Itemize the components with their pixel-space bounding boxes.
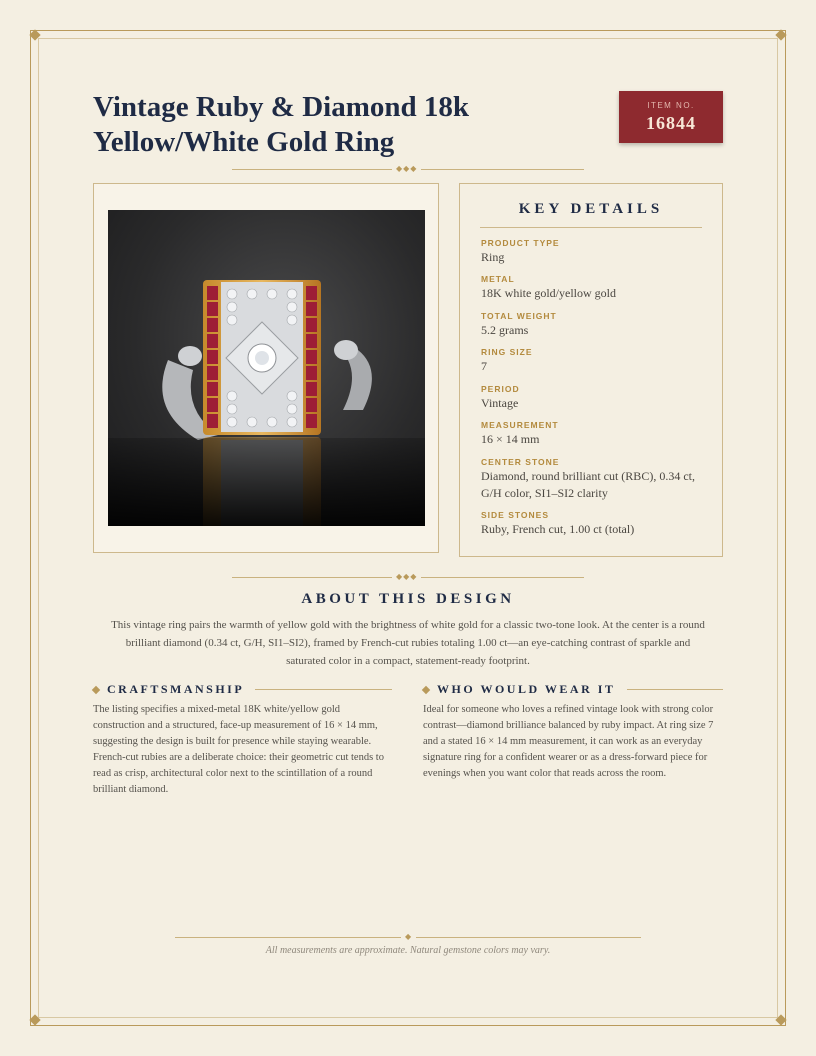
item-number-label: ITEM NO.	[647, 101, 695, 110]
detail-label: MEASUREMENT	[481, 420, 559, 430]
detail-label: METAL	[481, 274, 515, 284]
detail-label: TOTAL WEIGHT	[481, 311, 557, 321]
detail-value: 7	[481, 359, 487, 373]
divider-ornament: ◆◆◆	[392, 572, 421, 582]
ring-photo	[108, 210, 425, 526]
diamond-bullet-icon	[92, 685, 100, 693]
detail-value: Vintage	[481, 396, 519, 410]
footer-note: All measurements are approximate. Natural gemstone colors may vary.	[265, 945, 551, 956]
divider-ornament: ◆	[401, 932, 416, 942]
detail-value: 5.2 grams	[481, 323, 529, 337]
about-text: This vintage ring pairs the warmth of yellow gold with the brightness of white gold for a classic two-tone look. At the center is a round brilliant diamond (0.34 ct, G/H, SI1–SI2), framed by French-cut rubies totaling 1.00 ct—an eye-catching contrast of sparkle and saturated color in a compact, statement-ready footprint.	[111, 619, 705, 667]
detail-measurement	[481, 420, 711, 448]
detail-center-stone	[481, 457, 711, 502]
item-number-value: 16844	[646, 113, 696, 133]
product-photo-card	[93, 183, 439, 553]
detail-value: Ruby, French cut, 1.00 ct (total)	[481, 522, 635, 536]
detail-metal	[481, 274, 711, 302]
detail-side-stones	[481, 510, 711, 538]
key-details-heading: KEY DETAILS	[518, 201, 664, 217]
detail-product-type	[481, 238, 711, 266]
product-title: Vintage Ruby & Diamond 18k Yellow/White Gold Ring	[93, 91, 469, 158]
detail-value: Diamond, round brilliant cut (RBC), 0.34 ct, G/H color, SI1–SI2 clarity	[481, 469, 695, 500]
wearer-text: Ideal for someone who loves a refined vintage look with strong color contrast—diamond brilliance balanced by ruby impact. At ring size 7 and a stated 16 × 14 mm measurement, it can work as an everyday signature ring for a confident wearer or as a dress-forward piece for evenings when you want color that reads across the room.	[423, 704, 714, 779]
wearer-heading	[423, 682, 615, 697]
detail-value: Ring	[481, 250, 505, 264]
craftsmanship-heading-text: CRAFTSMANSHIP	[107, 682, 245, 696]
detail-total-weight	[481, 311, 711, 339]
detail-label: PERIOD	[481, 384, 520, 394]
diamond-bullet-icon	[422, 685, 430, 693]
key-details-card	[459, 183, 723, 557]
detail-label: SIDE STONES	[481, 510, 549, 520]
detail-label: PRODUCT TYPE	[481, 238, 560, 248]
detail-period	[481, 384, 711, 412]
key-details-rule	[480, 227, 702, 228]
detail-label: RING SIZE	[481, 347, 533, 357]
craftsmanship-heading	[93, 682, 244, 697]
detail-value: 18K white gold/yellow gold	[481, 286, 616, 300]
wearer-heading-text: WHO WOULD WEAR IT	[437, 682, 616, 696]
detail-ring-size	[481, 347, 711, 375]
detail-label: CENTER STONE	[481, 457, 560, 467]
divider-ornament: ◆◆◆	[392, 164, 421, 174]
detail-value: 16 × 14 mm	[481, 432, 540, 446]
craftsmanship-rule	[255, 689, 392, 690]
about-heading: ABOUT THIS DESIGN	[301, 591, 515, 607]
item-number-badge	[619, 91, 723, 143]
craftsmanship-text: The listing specifies a mixed-metal 18K white/yellow gold construction and a structured, face-up measurement of 16 × 14 mm, suggesting the design is built for presence while staying wearable. French-cut rubies are a deliberate choice: their geometric cut tends to read as crisp, architectural color next to the scintillation of a round brilliant diamond.	[93, 704, 384, 795]
wearer-rule	[627, 689, 723, 690]
